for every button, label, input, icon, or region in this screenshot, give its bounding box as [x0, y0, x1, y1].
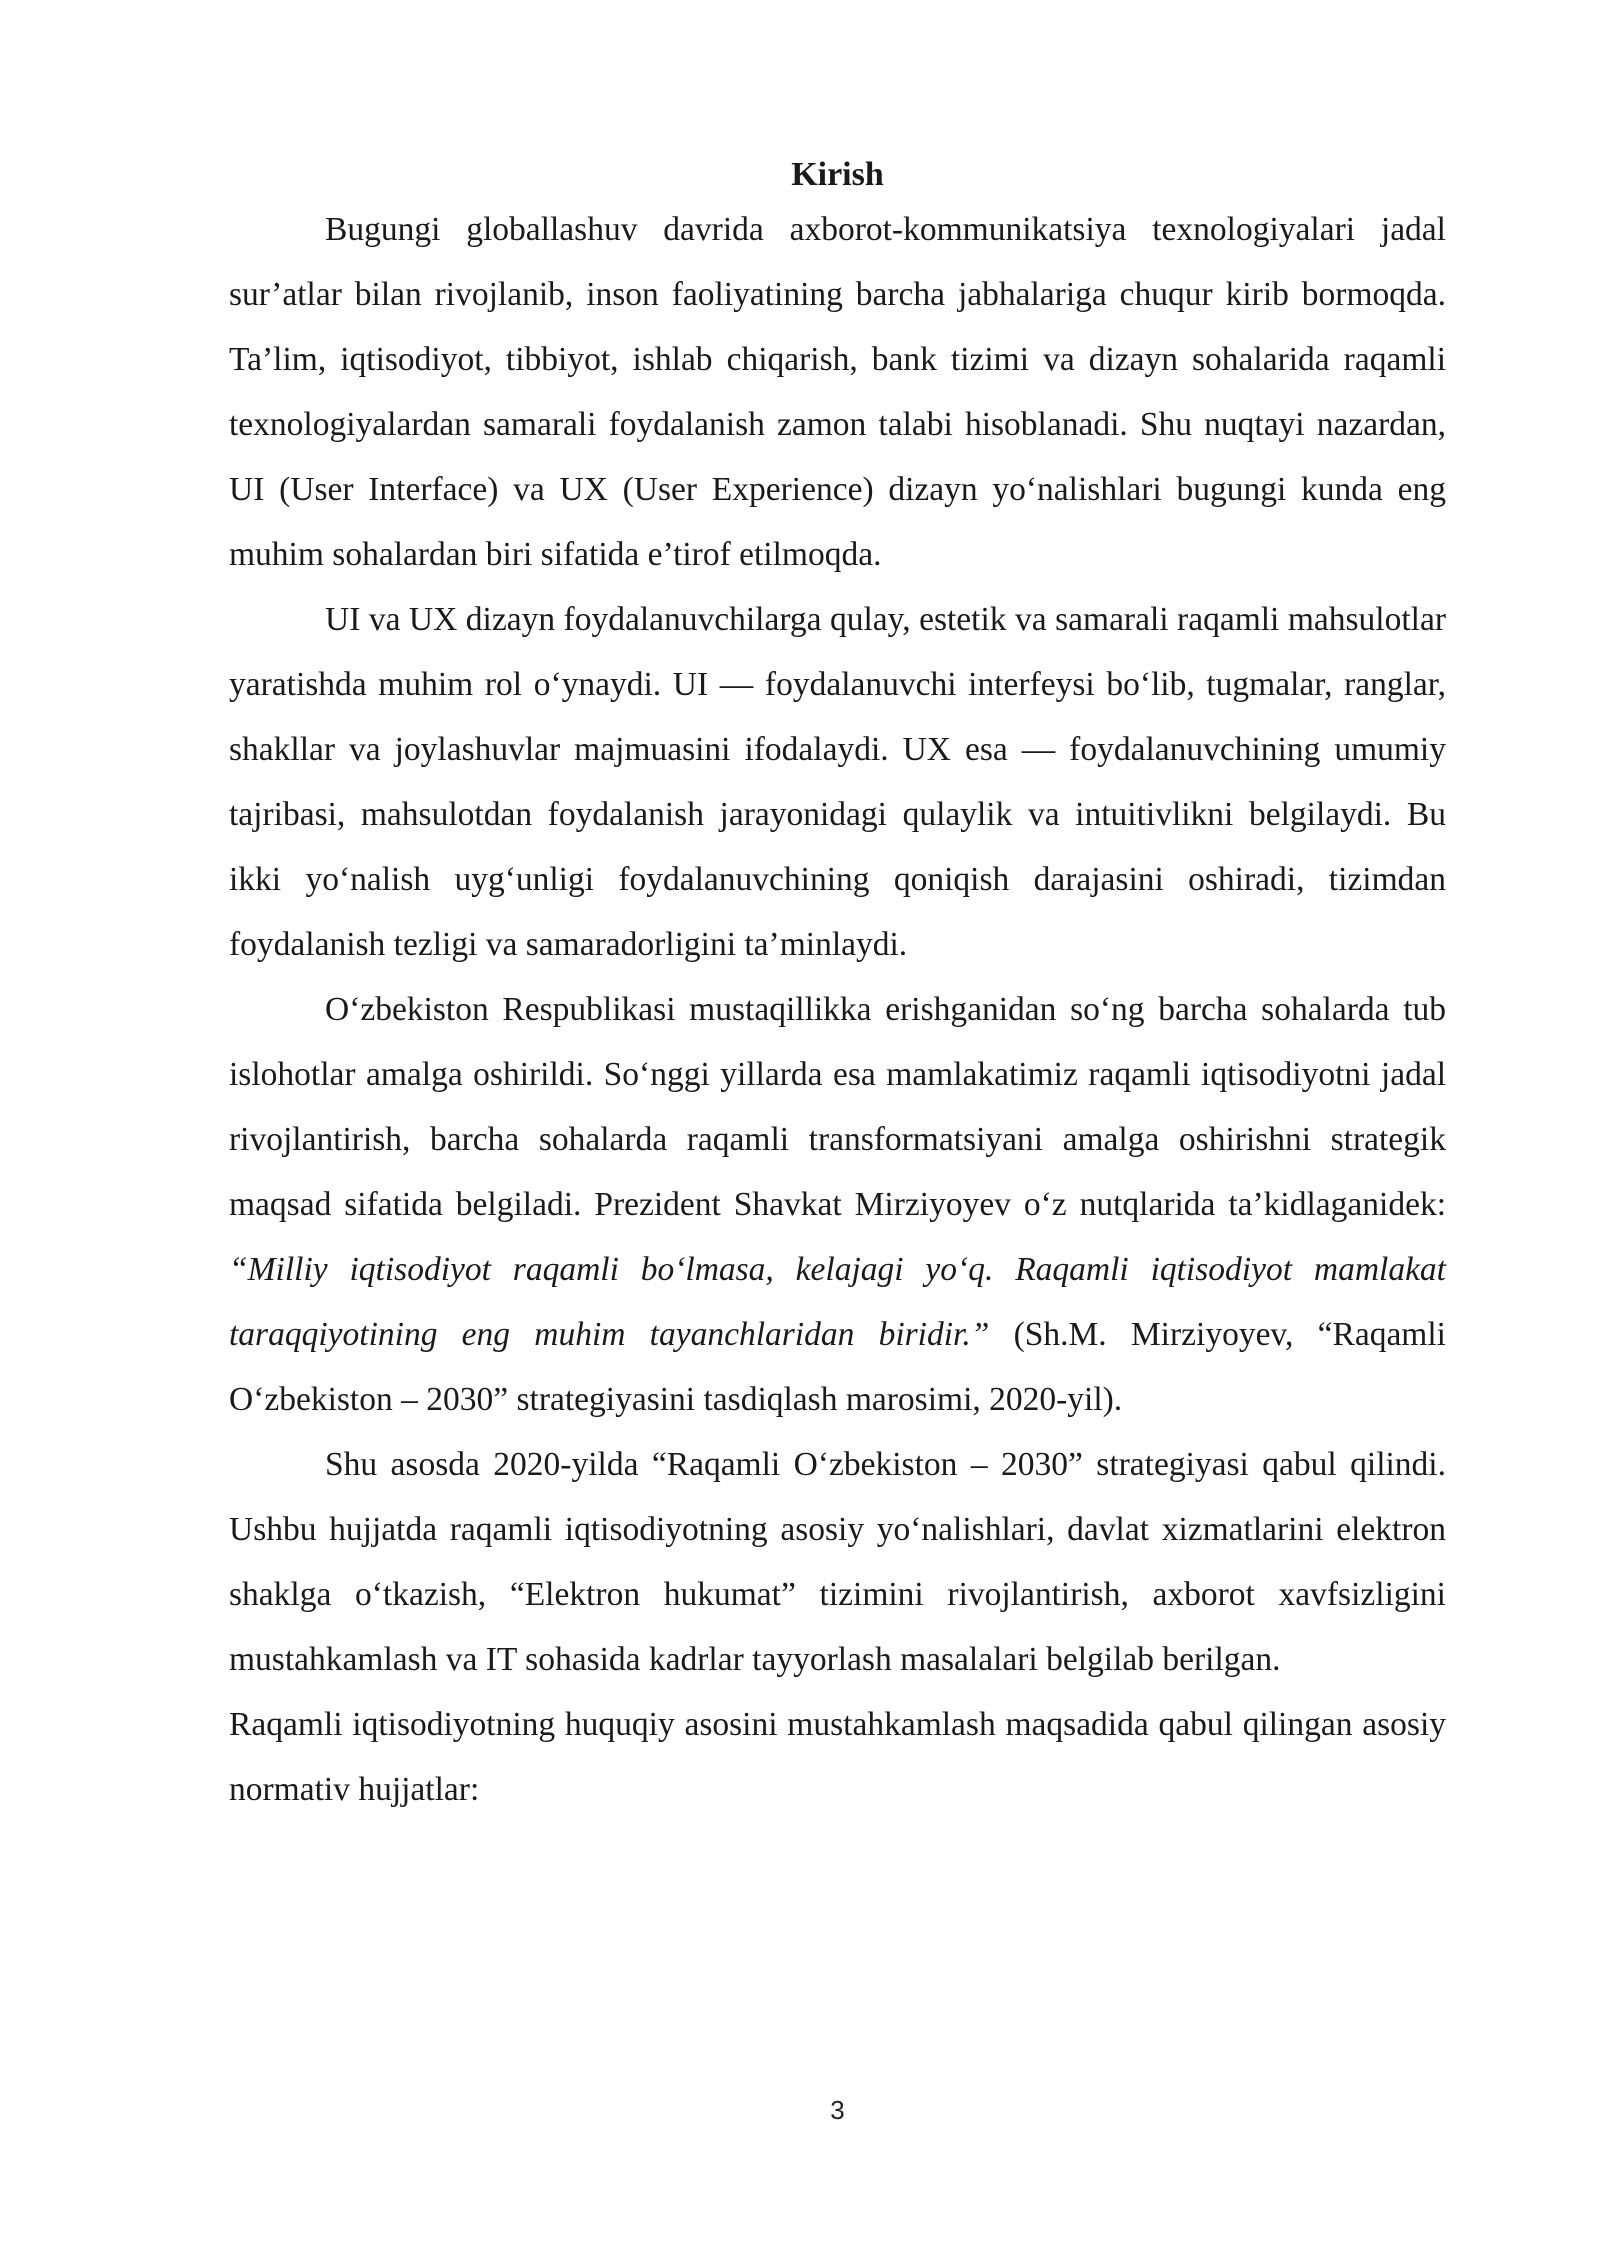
page-number: 3	[830, 2095, 845, 2125]
paragraph-strategy: Shu asosda 2020-yilda “Raqamli O‘zbekiston – 2030” strategiyasi qabul qilindi. Ushbu hujjatda raqamli iqtisodiyotning asosiy yo‘nalishlari, davlat xizmatlarini elektron shaklga o‘tkazish, “Elektron hukumat” tizimini rivojlantirish, axborot xavfsizligini mustahkamlash va IT sohasida kadrlar tayyorlash masalalari belgilab berilgan.	[229, 1446, 1446, 1678]
paragraph-intro: Bugungi globallashuv davrida axborot-kommunikatsiya texnologiyalari jadal sur’atlar bilan rivojlanib, inson faoliyatining barcha jabhalariga chuqur kirib bormoqda. Ta’lim, iqtisodiyot, tibbiyot, ishlab chiqarish, bank tizimi va dizayn sohalarida raqamli texnologiyalardan samarali foydalanish zamon talabi hisoblanadi. Shu nuqtayi nazardan, UI (User Interface) va UX (User Experience) dizayn yo‘nalishlari bugungi kunda eng muhim sohalardan biri sifatida e’tirof etilmoqda.	[229, 211, 1446, 573]
quote-citation: (Sh.M. Mirziyoyev, “Raqamli O‘zbekiston – 2030” strategiyasini tasdiqlash marosimi, 2020-yil).	[229, 1316, 1446, 1418]
paragraph-ui-ux: UI va UX dizayn foydalanuvchilarga qulay, estetik va samarali raqamli mahsulotlar yaratishda muhim rol o‘ynaydi. UI — foydalanuvchi interfeysi bo‘lib, tugmalar, ranglar, shakllar va joylashuvlar majmuasini ifodalaydi. UX esa — foydalanuvchining umumiy tajribasi, mahsulotdan foydalanish jarayonidagi qulaylik va intuitivlikni belgilaydi. Bu ikki yo‘nalish uyg‘unligi foydalanuvchining qoniqish darajasini oshiradi, tizimdan foydalanish tezligi va samaradorligini ta’minlaydi.	[229, 601, 1446, 963]
paragraph-reforms-text: O‘zbekiston Respublikasi mustaqillikka erishganidan so‘ng barcha sohalarda tub islohotlar amalga oshirildi. So‘nggi yillarda esa mamlakatimiz raqamli iqtisodiyotni jadal rivojlantirish, barcha sohalarda raqamli transformatsiyani amalga oshirishni strategik maqsad sifatida belgiladi. Prezident Shavkat Mirziyoyev o‘z nutqlarida ta’kidlaganidek:	[229, 991, 1446, 1223]
page-title: Kirish	[791, 156, 884, 193]
paragraph-normative-docs: Raqamli iqtisodiyotning huquqiy asosini mustahkamlash maqsadida qabul qilingan asosiy normativ hujjatlar:	[229, 1706, 1446, 1808]
paragraph-reforms	[229, 977, 1446, 1432]
president-quote: “Milliy iqtisodiyot raqamli bo‘lmasa, kelajagi yo‘q. Raqamli iqtisodiyot mamlakat taraqqiyotining eng muhim tayanchlaridan biridir.”	[229, 1251, 1446, 1353]
page-body	[229, 152, 1446, 1822]
